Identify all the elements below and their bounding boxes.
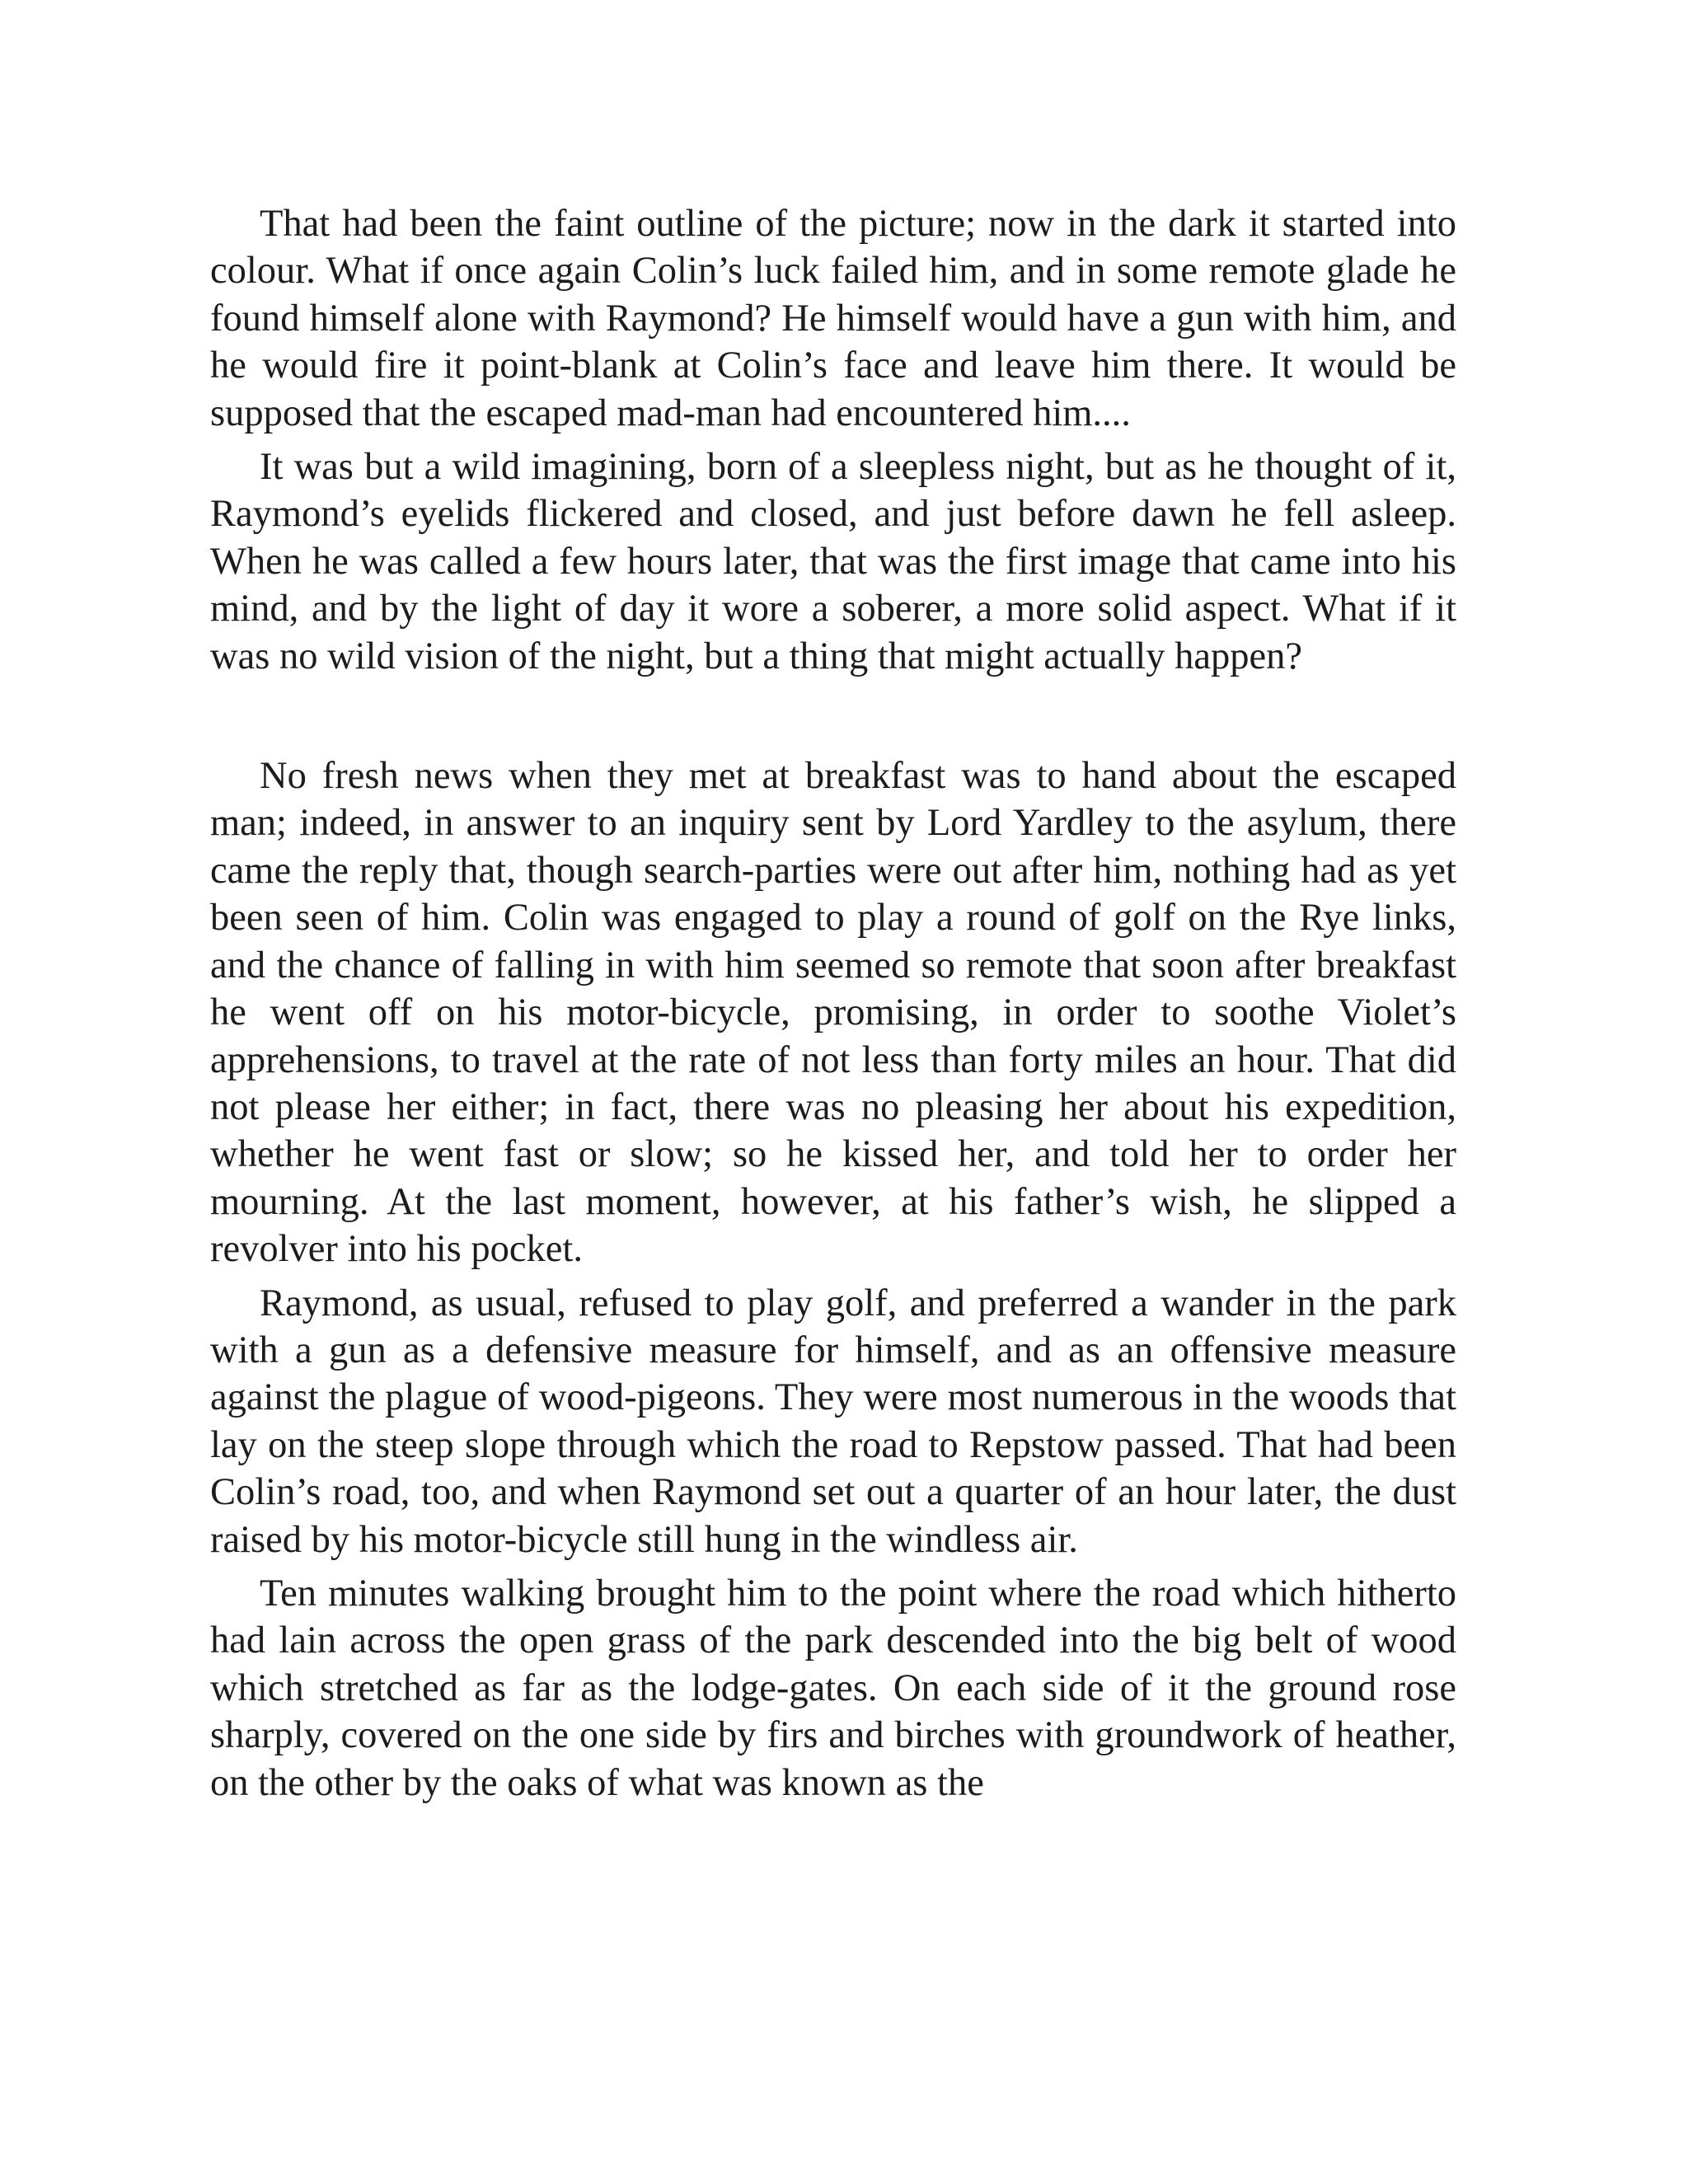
paragraph-5: Ten minutes walking brought him to the point where the road which hitherto had lain across the open grass of the park descended into the big belt of wood which stretched as far as the lodge-gates. On each side of it the ground rose sharply, covered on the one side by firs and birches with groundwork of heather, on the other by the oaks of what was known as the — [210, 1572, 1456, 1804]
page-text — [210, 200, 1456, 1813]
paragraph-3: No fresh news when they met at breakfast was to hand about the escaped man; indeed, in answer to an inquiry sent by Lord Yardley to the asylum, there came the reply that, though search-parties were out after him, nothing had as yet been seen of him. Colin was engaged to play a round of golf on the Rye links, and the chance of falling in with him seemed so remote that soon after breakfast he went off on his motor-bicycle, promising, in order to soothe Violet’s apprehensions, to travel at the rate of not less than forty miles an hour. That did not please her either; in fact, there was no pleasing her about his expedition, whether he went fast or slow; so he kissed her, and told her to order her mourning. At the last moment, however, at his father’s wish, he slipped a revolver into his pocket. — [210, 755, 1456, 1271]
paragraph-4: Raymond, as usual, refused to play golf, and preferred a wander in the park with a gun as a defensive measure for himself, and as an offensive measure against the plague of wood-pigeons. They were most numerous in the woods that lay on the steep slope through which the road to Repstow passed. That had been Colin’s road, too, and when Raymond set out a quarter of an hour later, the dust raised by his motor-bicycle still hung in the windless air. — [210, 1282, 1456, 1561]
paragraph-2: It was but a wild imagining, born of a sleepless night, but as he thought of it, Raymond’s eyelids flickered and closed, and just before dawn he fell asleep. When he was called a few hours later, that was the first image that came into his mind, and by the light of day it wore a soberer, a more solid aspect. What if it was no wild vision of the night, but a thing that might actually happen? — [210, 446, 1456, 677]
section-break — [210, 687, 1456, 752]
paragraph-1: That had been the faint outline of the picture; now in the dark it started into colour. What if once again Colin’s luck failed him, and in some remote glade he found himself alone with Raymond? He himself would have a gun with him, and he would fire it point-blank at Colin’s face and leave him there. It would be supposed that the escaped mad-man had encountered him.... — [210, 203, 1456, 434]
